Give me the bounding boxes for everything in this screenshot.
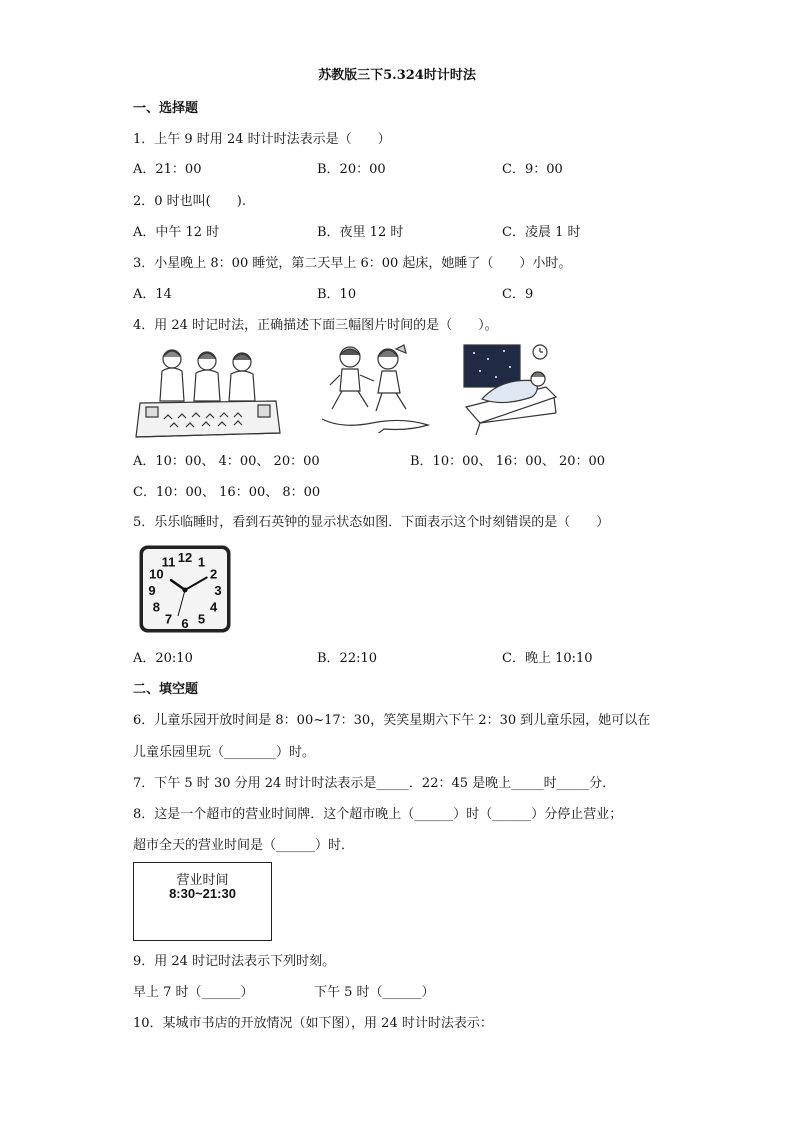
q2-option-c: C．凌晨 1 时 <box>502 225 581 240</box>
business-hours-sign <box>133 862 272 941</box>
clock-numeral-11: 11 <box>161 554 176 570</box>
clock-numeral-4: 4 <box>209 599 218 615</box>
sign-hours: 8:30~21:30 <box>169 886 236 901</box>
q9-stem: 9．用 24 时记时法表示下列时刻。 <box>133 954 336 969</box>
q8-line2: 超市全天的营业时间是（______）时． <box>133 838 355 853</box>
section-fill-heading: 二、填空题 <box>133 682 199 697</box>
q5-option-a: A．20:10 <box>133 651 193 666</box>
page-title: 苏教版三下5.324时计时法 <box>318 68 476 83</box>
q5-stem: 5．乐乐临睡时，看到石英钟的显示状态如图．下面表示这个时刻错误的是（ ） <box>133 515 610 530</box>
clock-center-pin <box>183 588 188 593</box>
q7-line1: 7．下午 5 时 30 分用 24 时计时法表示是_____．22：45 是晚上_____时_____分． <box>133 776 616 791</box>
q2-stem: 2．0 时也叫( ). <box>133 194 246 209</box>
q1-option-a: A．21：00 <box>133 162 202 177</box>
q4-option-c: C．10：00、 16：00、 8：00 <box>133 485 321 500</box>
q3-option-b: B．10 <box>317 287 357 302</box>
clock-numeral-5: 5 <box>197 611 206 627</box>
clock-numeral-7: 7 <box>164 611 173 627</box>
q4-option-b: B．10：00、 16：00、 20：00 <box>410 454 606 469</box>
q3-stem: 3．小星晚上 8：00 睡觉，第二天早上 6：00 起床，她睡了（ ）小时。 <box>133 256 572 271</box>
child-sleeping-illustration <box>460 343 560 439</box>
clock-numeral-3: 3 <box>214 583 222 598</box>
quartz-clock-illustration <box>138 544 232 634</box>
q4-stem: 4．用 24 时记时法，正确描述下面三幅图片时间的是（ ）。 <box>133 318 498 333</box>
section-choice-heading: 一、选择题 <box>133 101 199 116</box>
q9-part-b: 下午 5 时（______） <box>314 985 435 1000</box>
q10-stem: 10．某城市书店的开放情况（如下图），用 24 时计时法表示： <box>133 1016 493 1031</box>
q3-option-a: A．14 <box>133 287 172 302</box>
q6-line2: 儿童乐园里玩（________）时。 <box>133 745 316 760</box>
q2-option-a: A．中午 12 时 <box>133 225 220 240</box>
children-folding-paper-illustration <box>134 345 282 441</box>
q8-line1: 8．这是一个超市的营业时间牌．这个超市晚上（______）时（______）分停止营业； <box>133 807 623 822</box>
q1-option-b: B．20：00 <box>317 162 386 177</box>
clock-numeral-10: 10 <box>149 566 164 582</box>
clock-numeral-12: 12 <box>177 550 193 565</box>
q1-option-c: C．9：00 <box>502 162 563 177</box>
q5-option-b: B．22:10 <box>317 651 378 666</box>
q9-part-a: 早上 7 时（______） <box>133 985 254 1000</box>
q5-option-c: C．晚上 10:10 <box>502 651 593 666</box>
sign-title: 营业时间 <box>176 873 229 888</box>
clock-numeral-8: 8 <box>152 599 161 615</box>
clock-numeral-1: 1 <box>197 554 206 570</box>
q1-stem: 1．上午 9 时用 24 时计时法表示是（ ） <box>133 132 391 147</box>
clock-numeral-9: 9 <box>148 583 156 598</box>
children-running-illustration <box>312 343 432 433</box>
q3-option-c: C．9 <box>502 287 534 302</box>
q2-option-b: B．夜里 12 时 <box>317 225 404 240</box>
q4-option-a: A．10：00、 4：00、 20：00 <box>133 454 320 469</box>
clock-numeral-6: 6 <box>181 616 189 631</box>
q6-line1: 6．儿童乐园开放时间是 8：00~17：30，笑笑星期六下午 2：30 到儿童乐园，她可以在 <box>133 713 651 728</box>
clock-numeral-2: 2 <box>209 566 218 582</box>
